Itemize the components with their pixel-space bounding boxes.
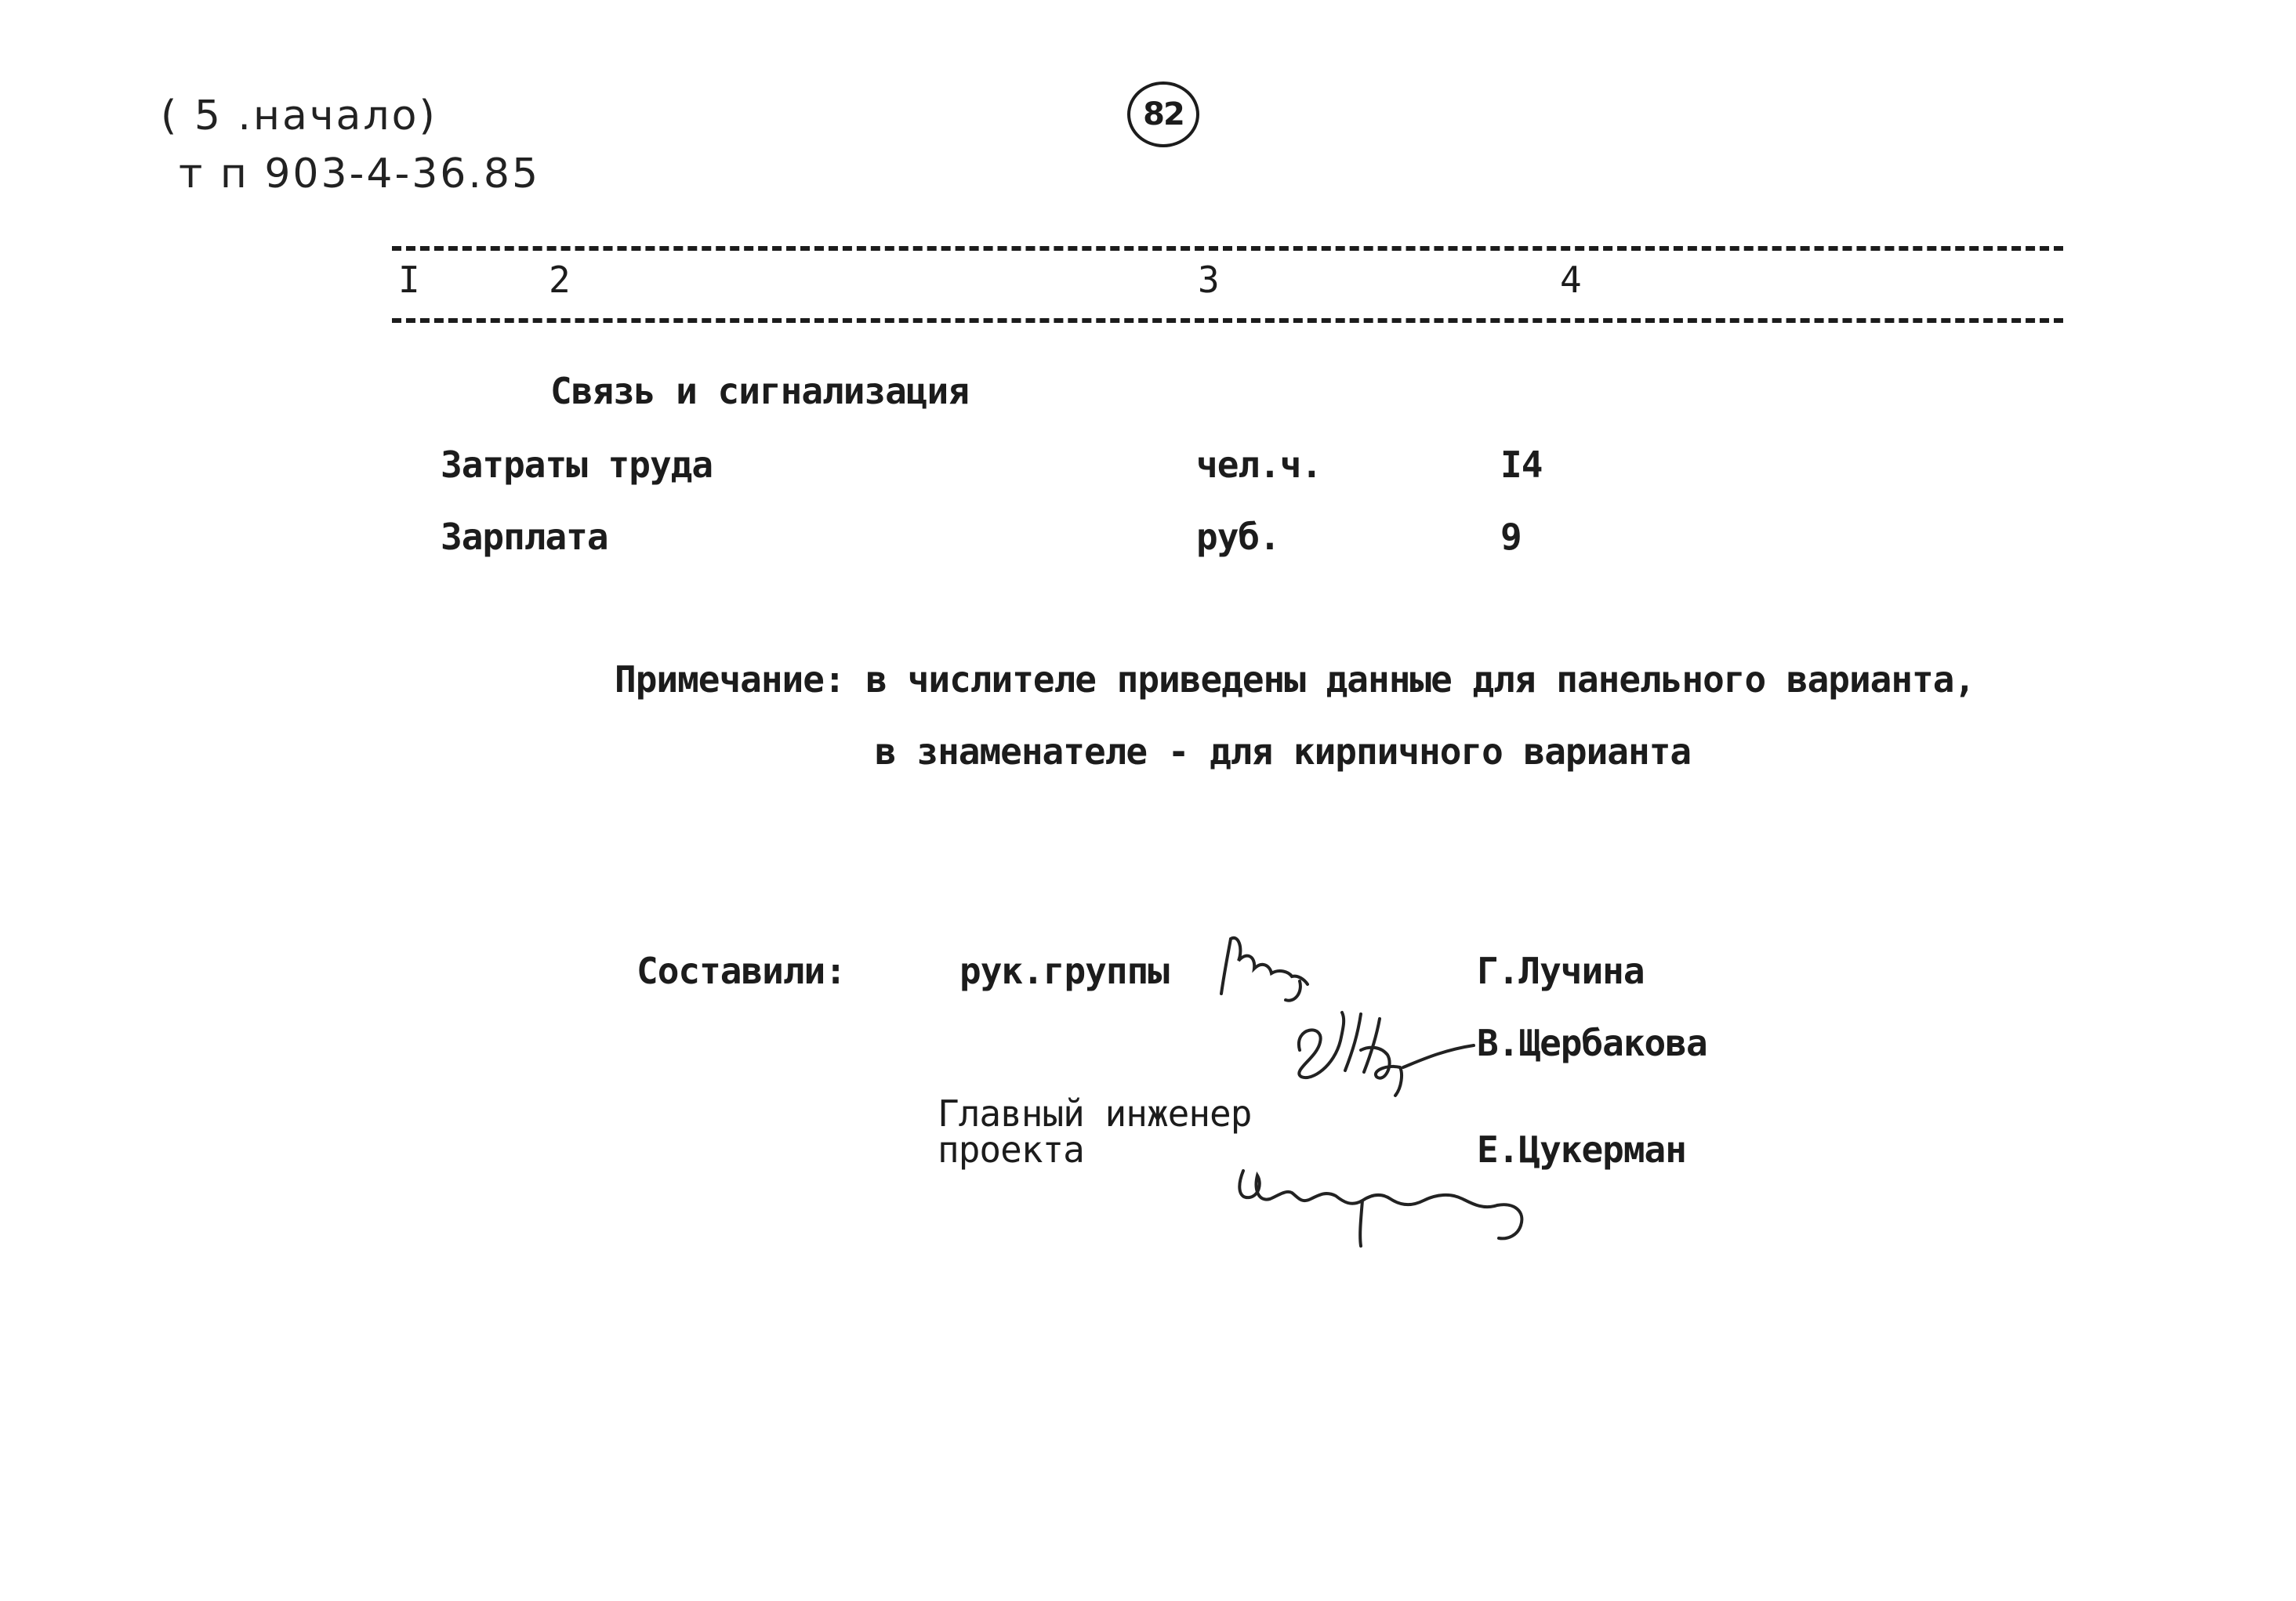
table-header-top-rule: [392, 246, 2063, 251]
note-line-2: в знаменателе - для кирпичного варианта: [875, 730, 1692, 773]
signature-3-image: [1223, 1144, 1536, 1254]
column-1-number: I: [398, 259, 419, 301]
row-salary-value: 9: [1500, 516, 1522, 558]
row-labor-label: Затраты труда: [441, 444, 713, 486]
compiled-by-label: Составили:: [637, 950, 846, 992]
signature-2-image: [1286, 995, 1482, 1105]
row-labor-value: I4: [1500, 444, 1543, 486]
chief-engineer-label-2: проекта: [938, 1128, 1084, 1171]
signer-name-3: Е.Цукерман: [1477, 1128, 1686, 1171]
row-salary-label: Зарплата: [441, 516, 608, 558]
document-code: т п 903-4-36.85: [179, 150, 541, 197]
row-labor-unit: чел.ч.: [1196, 444, 1322, 486]
signer-name-2: В.Щербакова: [1477, 1022, 1707, 1064]
chief-engineer-label-1: Главный инженер: [938, 1092, 1252, 1135]
row-salary-unit: руб.: [1196, 516, 1280, 558]
page-number: 82: [1127, 81, 1199, 147]
group-head-label: рук.группы: [959, 950, 1169, 992]
signer-name-1: Г.Лучина: [1477, 950, 1645, 992]
section-title: Связь и сигнализация: [550, 370, 969, 412]
note-line-1: Примечание: в числителе приведены данные для панельного варианта,: [615, 658, 1975, 701]
column-4-number: 4: [1560, 259, 1581, 301]
section-note: ( 5 .начало): [161, 92, 437, 139]
column-3-number: 3: [1198, 259, 1219, 301]
column-2-number: 2: [549, 259, 570, 301]
table-header-bottom-rule: [392, 318, 2063, 323]
